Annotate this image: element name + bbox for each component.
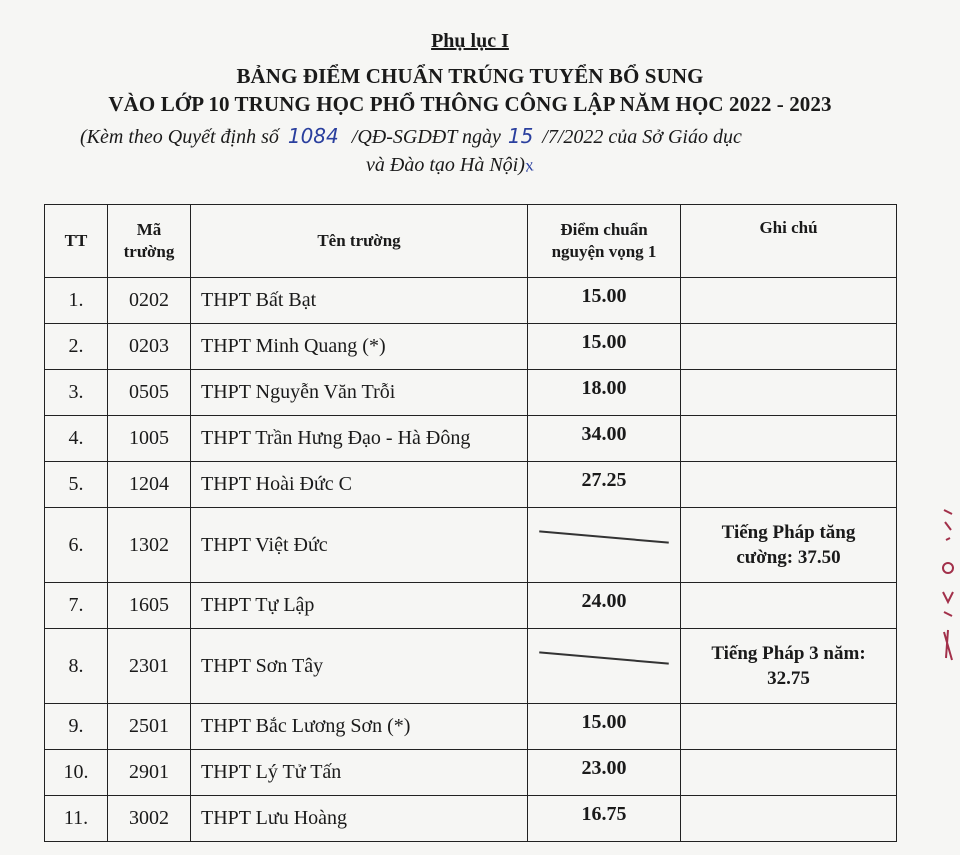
title-line-2: VÀO LỚP 10 TRUNG HỌC PHỔ THÔNG CÔNG LẬP NĂM HỌC 2022 - 2023 <box>108 92 832 116</box>
score-value: 23.00 <box>581 757 627 779</box>
cell-score <box>528 750 681 796</box>
cell-note <box>681 583 897 629</box>
decision-number-handwritten: 1084 <box>287 124 339 148</box>
table-row <box>45 278 897 324</box>
score-value: 15.00 <box>581 331 627 353</box>
table-row <box>45 462 897 508</box>
cell-note <box>681 704 897 750</box>
cell-code: 1605 <box>108 583 191 629</box>
cell-score <box>528 462 681 508</box>
cell-code: 1302 <box>108 508 191 583</box>
table-row <box>45 796 897 842</box>
header-score-line-1: Điểm chuẩn <box>560 220 648 239</box>
cell-note <box>681 324 897 370</box>
cell-code: 2901 <box>108 750 191 796</box>
appendix-label: Phụ lục I <box>431 30 509 52</box>
cell-name: THPT Lưu Hoàng <box>191 796 528 842</box>
cell-code: 0202 <box>108 278 191 324</box>
strike-dash <box>539 651 669 664</box>
cell-score-empty <box>528 508 681 583</box>
cell-score <box>528 704 681 750</box>
cell-score <box>528 370 681 416</box>
cell-name: THPT Minh Quang (*) <box>191 324 528 370</box>
subtitle <box>80 122 880 179</box>
margin-scribble-icon <box>938 500 958 670</box>
cell-name: THPT Việt Đức <box>191 508 528 583</box>
cell-score <box>528 278 681 324</box>
score-value: 15.00 <box>581 285 627 307</box>
note-line-2: cường: 37.50 <box>736 547 841 568</box>
cell-name: THPT Hoài Đức C <box>191 462 528 508</box>
cell-note <box>681 370 897 416</box>
score-value: 16.75 <box>581 803 627 825</box>
cell-score <box>528 796 681 842</box>
cell-code: 1204 <box>108 462 191 508</box>
cell-name: THPT Bất Bạt <box>191 278 528 324</box>
header-score <box>528 205 681 278</box>
cell-score <box>528 583 681 629</box>
cell-tt: 1. <box>45 278 108 324</box>
handwritten-mark: x <box>522 154 535 176</box>
cell-code: 0505 <box>108 370 191 416</box>
subtitle-part-3: /7/2022 của Sở Giáo dục <box>542 126 742 148</box>
header-school-code <box>108 205 191 278</box>
title-line-1: BẢNG ĐIỂM CHUẨN TRÚNG TUYỂN BỔ SUNG <box>236 64 704 88</box>
table-row <box>45 704 897 750</box>
score-value: 34.00 <box>581 423 627 445</box>
cell-note <box>681 629 897 704</box>
cell-name: THPT Sơn Tây <box>191 629 528 704</box>
note-line-2: 32.75 <box>767 668 810 689</box>
cell-note <box>681 278 897 324</box>
header-school-name: Tên trường <box>191 205 528 278</box>
cell-note <box>681 462 897 508</box>
table-row <box>45 583 897 629</box>
cell-tt: 9. <box>45 704 108 750</box>
header-score-line-2: nguyện vọng 1 <box>551 242 657 261</box>
table-header-row <box>45 205 897 278</box>
cell-code: 0203 <box>108 324 191 370</box>
cell-name: THPT Lý Tử Tấn <box>191 750 528 796</box>
cell-tt: 11. <box>45 796 108 842</box>
cell-score-empty <box>528 629 681 704</box>
cell-tt: 10. <box>45 750 108 796</box>
table-row <box>45 324 897 370</box>
header-note: Ghi chú <box>681 205 897 278</box>
table-row <box>45 416 897 462</box>
score-value: 18.00 <box>581 377 627 399</box>
cell-tt: 8. <box>45 629 108 704</box>
cell-note <box>681 796 897 842</box>
table-row <box>45 370 897 416</box>
strike-dash <box>539 530 669 543</box>
header-tt: TT <box>45 205 108 278</box>
cell-name: THPT Nguyễn Văn Trỗi <box>191 370 528 416</box>
subtitle-line-2-text: và Đào tạo Hà Nội) <box>366 154 525 176</box>
subtitle-part-2: /QĐ-SGDĐT ngày <box>351 126 501 148</box>
cell-code: 2501 <box>108 704 191 750</box>
subtitle-part-1: (Kèm theo Quyết định số <box>80 126 279 148</box>
cell-tt: 2. <box>45 324 108 370</box>
scores-table <box>44 204 897 842</box>
cell-tt: 7. <box>45 583 108 629</box>
score-value: 27.25 <box>581 469 627 491</box>
cell-name: THPT Bắc Lương Sơn (*) <box>191 704 528 750</box>
cell-tt: 5. <box>45 462 108 508</box>
cell-name: THPT Trần Hưng Đạo - Hà Đông <box>191 416 528 462</box>
cell-tt: 6. <box>45 508 108 583</box>
cell-note <box>681 750 897 796</box>
cell-code: 1005 <box>108 416 191 462</box>
subtitle-line-2 <box>80 151 880 179</box>
cell-score <box>528 416 681 462</box>
cell-note <box>681 508 897 583</box>
table-row <box>45 629 897 704</box>
cell-name: THPT Tự Lập <box>191 583 528 629</box>
table-row <box>45 508 897 583</box>
margin-stamp-marks <box>938 500 958 670</box>
decision-day-handwritten: 15 <box>507 124 534 148</box>
header-code-line-1: Mã <box>136 220 162 239</box>
score-value: 24.00 <box>581 590 627 612</box>
note-line-1: Tiếng Pháp tăng <box>721 522 856 543</box>
cell-tt: 4. <box>45 416 108 462</box>
header-code-line-2: trường <box>123 242 175 261</box>
cell-score <box>528 324 681 370</box>
table-row <box>45 750 897 796</box>
cell-code: 3002 <box>108 796 191 842</box>
note-line-1: Tiếng Pháp 3 năm: <box>711 643 866 664</box>
score-value: 15.00 <box>581 711 627 733</box>
cell-code: 2301 <box>108 629 191 704</box>
cell-note <box>681 416 897 462</box>
cell-tt: 3. <box>45 370 108 416</box>
